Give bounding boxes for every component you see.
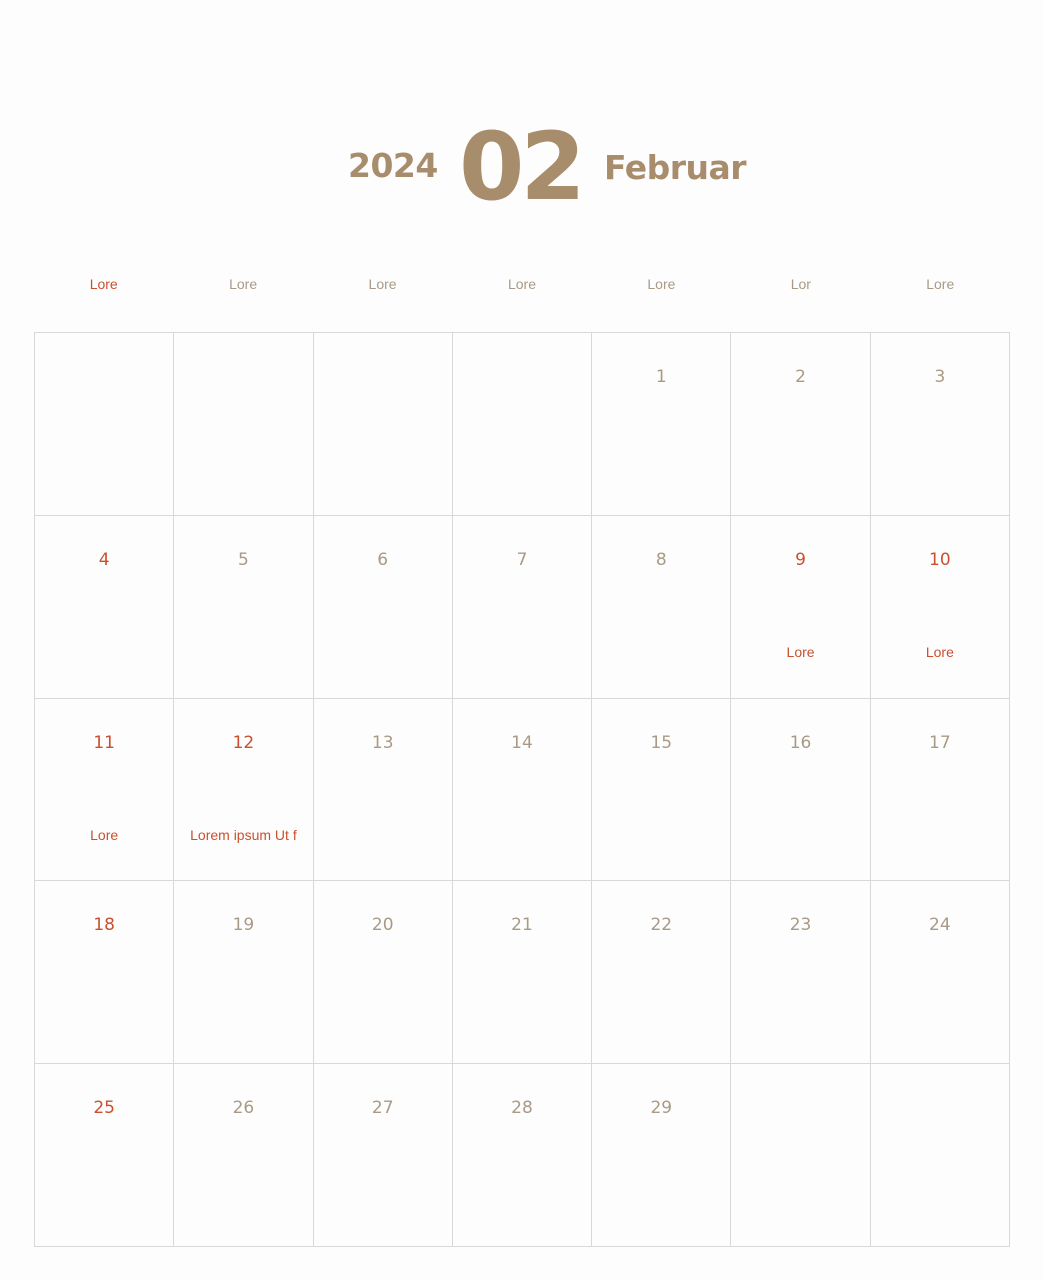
day-cell[interactable]: [731, 516, 870, 699]
day-number: 9: [795, 549, 806, 570]
day-number: 18: [93, 915, 115, 936]
day-cell[interactable]: [174, 881, 313, 1064]
day-cell[interactable]: [174, 1064, 313, 1247]
event-label: Lore: [786, 643, 815, 660]
day-cell[interactable]: [731, 333, 870, 516]
weekday-label: Lore: [89, 276, 118, 292]
day-number: 11: [93, 732, 115, 753]
day-cell[interactable]: [174, 699, 313, 882]
day-number: 17: [929, 732, 951, 753]
weekday-header-row: [34, 276, 1010, 296]
day-cell[interactable]: [871, 1064, 1010, 1247]
day-cell[interactable]: [453, 881, 592, 1064]
day-number: 29: [650, 1098, 673, 1119]
day-number: 1: [655, 367, 667, 387]
day-cell[interactable]: [871, 516, 1010, 699]
day-number: 13: [371, 732, 394, 753]
day-number: 14: [511, 732, 533, 753]
day-cell[interactable]: [35, 881, 174, 1064]
day-number: 22: [650, 915, 673, 936]
day-cell[interactable]: [453, 699, 592, 882]
weekday-label: Lore: [647, 276, 676, 292]
weekday-label: Lore: [368, 276, 397, 292]
day-cell[interactable]: [174, 333, 313, 516]
day-cell[interactable]: [592, 881, 731, 1064]
day-cell[interactable]: [871, 333, 1010, 516]
day-cell[interactable]: [35, 699, 174, 882]
weekday-label: Lore: [926, 276, 955, 292]
event-label: Lore: [925, 643, 954, 660]
day-number: 4: [98, 549, 110, 570]
event-label: Lore: [90, 826, 119, 843]
day-cell[interactable]: [453, 333, 592, 516]
day-number: 3: [934, 367, 946, 387]
day-cell[interactable]: [453, 516, 592, 699]
day-cell[interactable]: [314, 333, 453, 516]
day-cell[interactable]: [35, 516, 174, 699]
calendar-grid: [34, 332, 1010, 1247]
day-cell[interactable]: [871, 699, 1010, 882]
weekday-label: Lor: [790, 276, 811, 292]
day-cell[interactable]: [314, 1064, 453, 1247]
day-cell[interactable]: [35, 1064, 174, 1247]
day-number: 28: [511, 1098, 533, 1119]
day-cell[interactable]: [731, 1064, 870, 1247]
day-number: 23: [789, 915, 812, 936]
day-cell[interactable]: [592, 1064, 731, 1247]
day-cell[interactable]: [453, 1064, 592, 1247]
day-cell[interactable]: [871, 881, 1010, 1064]
calendar-header: [0, 0, 1043, 250]
weekday-label: Lore: [229, 276, 258, 292]
day-number: 25: [93, 1098, 115, 1119]
day-number: 27: [371, 1098, 394, 1119]
event-label: Lorem ipsum Ut f: [190, 826, 297, 843]
day-number: 16: [789, 732, 812, 753]
day-cell[interactable]: [731, 699, 870, 882]
day-cell[interactable]: [174, 516, 313, 699]
day-cell[interactable]: [314, 516, 453, 699]
day-number: 20: [371, 915, 394, 936]
day-number: 21: [511, 915, 533, 936]
day-number: 5: [238, 549, 249, 570]
day-number: 6: [377, 549, 389, 570]
day-number: 7: [516, 549, 528, 570]
year-label: 2024: [348, 146, 438, 185]
day-cell[interactable]: [314, 881, 453, 1064]
day-number: 26: [232, 1098, 255, 1119]
day-number: 19: [232, 915, 255, 936]
day-cell[interactable]: [592, 516, 731, 699]
month-name: Februar: [604, 148, 747, 187]
day-cell[interactable]: [592, 333, 731, 516]
day-number: 12: [232, 732, 255, 753]
day-cell[interactable]: [314, 699, 453, 882]
day-number: 8: [655, 549, 667, 570]
day-cell[interactable]: [592, 699, 731, 882]
day-cell[interactable]: [35, 333, 174, 516]
day-number: 10: [929, 549, 951, 570]
day-cell[interactable]: [731, 881, 870, 1064]
day-number: 24: [929, 915, 951, 936]
weekday-label: Lore: [507, 276, 536, 292]
day-number: 15: [650, 732, 673, 753]
day-number: 2: [795, 367, 806, 387]
month-number: 02: [459, 113, 582, 222]
